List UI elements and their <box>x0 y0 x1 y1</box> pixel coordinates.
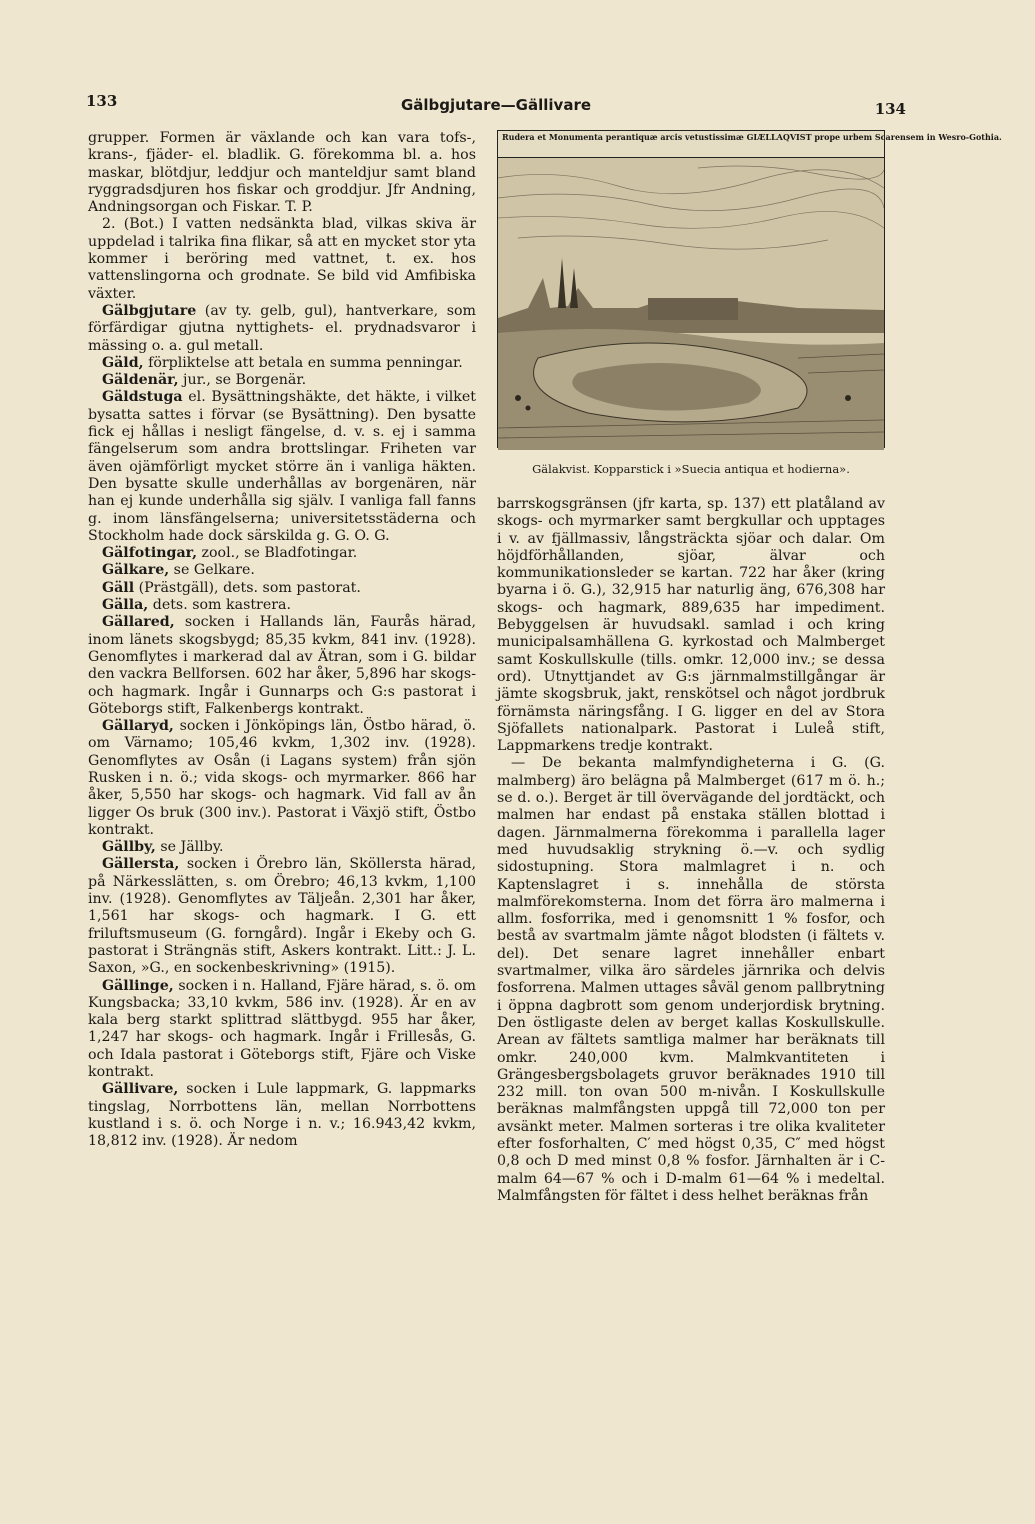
headword: Gällivare, <box>102 1081 179 1098</box>
entry-text: el. Bysättningshäkte, det häkte, i vilket bysatta sattes i förvar (se Bysättning). Den bysatte fick ej hållas i nesligt fängelse, d. v. s. ej i samma fängelserum som andra brottslingar. Friheten var även ojämförligt mycket större än i vanliga häkten. Den bysatte skulle underhållas av borgenären, när han ej kunde underhålla sig själv. I vanliga fall fanns g. inom länsfängelserna; universitetsstäderna och Stockholm hade dock särskilda g. G. O. G. <box>88 389 476 544</box>
paragraph <box>88 718 476 839</box>
paragraph <box>497 755 885 1205</box>
entry-text: 2. (Bot.) I vatten nedsänkta blad, vilkas skiva är uppdelad i talrika fina flikar, så att en mycket stor yta kommer i beröring med vattnet, t. ex. hos vattenslingorna och grodnate. Se bild vid Amfibiska växter. <box>88 216 476 302</box>
entry-text: socken i Jönköpings län, Östbo härad, ö. om Värnamo; 105,46 kvkm, 1,302 inv. (1928). Genomflytes av Osån (i Lagans system) från sjön Rusken i n. ö.; vida skogs- och myrmarker. 866 har åker, 5,550 har skogs- och hagmark. Vid fall av ån ligger Os bruk (300 inv.). Pastorat i Växjö stift, Östbo kontrakt. <box>88 718 476 838</box>
headword: Gälfotingar, <box>102 545 198 562</box>
headword: Gällared, <box>102 614 175 631</box>
paragraph <box>88 614 476 718</box>
entry-text: (Prästgäll), dets. som pastorat. <box>134 579 361 596</box>
right-column <box>497 496 885 1205</box>
page-number-left: 133 <box>86 92 118 110</box>
paragraph <box>88 839 476 856</box>
running-title: Gälbgjutare—Gällivare <box>400 96 592 114</box>
paragraph <box>88 856 476 977</box>
headword: Gällersta, <box>102 856 180 873</box>
paragraph <box>88 355 476 372</box>
entry-text: se Jällby. <box>155 839 224 856</box>
headword: Gälbgjutare <box>102 302 197 319</box>
engraving-illustration <box>498 158 884 450</box>
entry-text: dets. som kastrera. <box>148 597 291 614</box>
engraving-figure <box>497 130 1002 476</box>
headword: Gäldenär, <box>102 372 179 389</box>
paragraph <box>88 372 476 389</box>
entry-text: socken i Hallands län, Faurås härad, inom länets skogsbygd; 85,35 kvkm, 841 inv. (1928). Genomflytes i markerad dal av Ätran, som i G. bildar den vackra Bellforsen. 602 har åker, 5,896 har skogs- och hagmark. Ingår i Gunnarps och G:s pastorat i Göteborgs stift, Falkenbergs kontrakt. <box>88 614 476 717</box>
paragraph <box>88 545 476 562</box>
engraving-plate <box>497 130 1002 448</box>
headword: Gällby, <box>102 839 156 856</box>
entry-text: (av ty. gelb, gul), hantverkare, som förfärdigar gjutna nyttighets- el. prydnadsvaror i mässing o. a. gul metall. <box>88 302 476 354</box>
entry-text: se Gelkare. <box>169 562 255 579</box>
headword: Gäll <box>102 579 135 596</box>
paragraph <box>88 562 476 579</box>
headword: Gällinge, <box>102 977 174 994</box>
entry-text: grupper. Formen är växlande och kan vara tofs-, krans-, fjäder- el. bladlik. G. förekomma bl. a. hos maskar, blötdjur, leddjur och manteldjur samt bland ryggradsdjuren hos fiskar och groddjur. Jfr Andning, Andningsorgan och Fiskar. T. P. <box>88 130 476 216</box>
entry-text: barrskogsgränsen (jfr karta, sp. 137) ett platåland av skogs- och myrmarker samt bergkullar och upptages i v. av fjällmassiv, långsträckta sjöar och dalar. Om höjdförhållanden, sjöar, älvar och kommunikationsleder se kartan. 722 har åker (kring byarna i ö. G.), 32,915 har naturlig äng, 676,308 har skogs- och hagmark, 889,635 har impediment. Bebyggelsen är huvudsakl. samlad i och kring municipalsamhällena G. kyrkostad och Malmberget samt Koskullskulle (tills. omkr. 12,000 inv.; se dessa ord). Utnyttjandet av G:s järnmalmstillgångar är jämte skogsbruk, jakt, renskötsel och något jordbruk förnämsta näringsfång. I G. ligger en del av Stora Sjöfallets nationalpark. Pastorat i Luleå stift, Lappmarkens tredje kontrakt. <box>497 496 885 755</box>
entry-text: jur., se Borgenär. <box>178 372 307 389</box>
paragraph <box>88 389 476 545</box>
headword: Gällaryd, <box>102 718 174 735</box>
headword: Gälkare, <box>102 562 170 579</box>
entry-text: zool., se Bladfotingar. <box>197 545 358 562</box>
plate-title: Rudera et Monumenta perantiquæ arcis vetustissimæ GIÆLLAQVIST prope urbem Scarensem in Wesro-Gothia. <box>498 131 884 158</box>
headword: Gäldstuga <box>102 389 183 406</box>
page-header <box>86 92 906 122</box>
left-column <box>88 130 476 1151</box>
paragraph <box>88 303 476 355</box>
paragraph <box>88 978 476 1082</box>
figure-caption: Gälakvist. Kopparstick i »Suecia antiqua et hodierna». <box>532 462 850 476</box>
paragraph <box>88 597 476 614</box>
paragraph <box>88 1081 476 1150</box>
page-number-right: 134 <box>874 100 906 118</box>
paragraph <box>88 130 476 216</box>
paragraph <box>88 216 476 302</box>
paragraph <box>88 580 476 597</box>
entry-text: socken i Örebro län, Sköllersta härad, på Närkesslätten, s. om Örebro; 46,13 kvkm, 1,100 inv. (1928). Genomflytes av Täljeån. 2,301 har åker, 1,561 har skogs- och hagmark. I G. ett friluftsmuseum (G. forngård). Ingår i Ekeby och G. pastorat i Strängnäs stift, Askers kontrakt. Litt.: J. L. Saxon, »G., en sockenbeskrivning» (1915). <box>88 856 476 977</box>
headword: Gäld, <box>102 354 144 371</box>
entry-text: förpliktelse att betala en summa penningar. <box>143 354 463 371</box>
paragraph <box>497 496 885 755</box>
entry-text: socken i n. Halland, Fjäre härad, s. ö. om Kungsbacka; 33,10 kvkm, 586 inv. (1928). Är en av kala berg starkt splittrad slättbygd. 955 har åker, 1,247 har skogs- och hagmark. Ingår i Frillesås, G. och Idala pastorat i Göteborgs stift, Fjäre och Viske kontrakt. <box>88 977 476 1081</box>
entry-text: socken i Lule lappmark, G. lappmarks tingslag, Norrbottens län, mellan Norrbottens kustland i s. ö. och Norge i n. v.; 16.943,42 kvkm, 18,812 inv. (1928). Är nedom <box>88 1081 476 1150</box>
entry-text: — De bekanta malmfyndigheterna i G. (G. malmberg) äro belägna på Malmberget (617 m ö. h.; se d. o.). Berget är till övervägande del jordtäckt, och malmen har endast på enstaka ställen blottad i dagen. Järnmalmerna förekomma i parallella lager med huvudsaklig strykning ö.—v. och sydlig sidostupning. Stora malmlagret i n. och Kaptenslagret i s. innehålla de största malmförekomsterna. Inom det förra äro malmerna i allm. fosforrika, med i genomsnitt 1 % fosfor, och bestå av svartmalm jämte något blodsten (i fältets v. del). Det senare lagret innehåller enbart svartmalmer, vilka äro särdeles järnrika och delvis fosforrena. Malmen uttages såväl genom pallbrytning i öppna dagbrott som genom underjordisk brytning. Den östligaste delen av berget kallas Koskullskulle. Arean av fältets samtliga malmer har beräknats till omkr. 240,000 kvm. Malmkvantiteten i Grängesbergsbolagets gruvor beräknades 1910 till 232 mill. ton ovan 500 m-nivån. I Koskullskulle beräknas malmfångsten uppgå till 72,000 ton per avsänkt meter. Malmen sorteras i tre olika kvaliteter efter fosforhalten, C′ med högst 0,35, C″ med högst 0,8 och D med minst 0,8 % fosfor. Järnhalten är i C-malm 64—67 % och i D-malm 61—64 % i medeltal. Malmfångsten för fältet i dess helhet beräknas från <box>497 755 885 1204</box>
headword: Gälla, <box>102 597 149 614</box>
